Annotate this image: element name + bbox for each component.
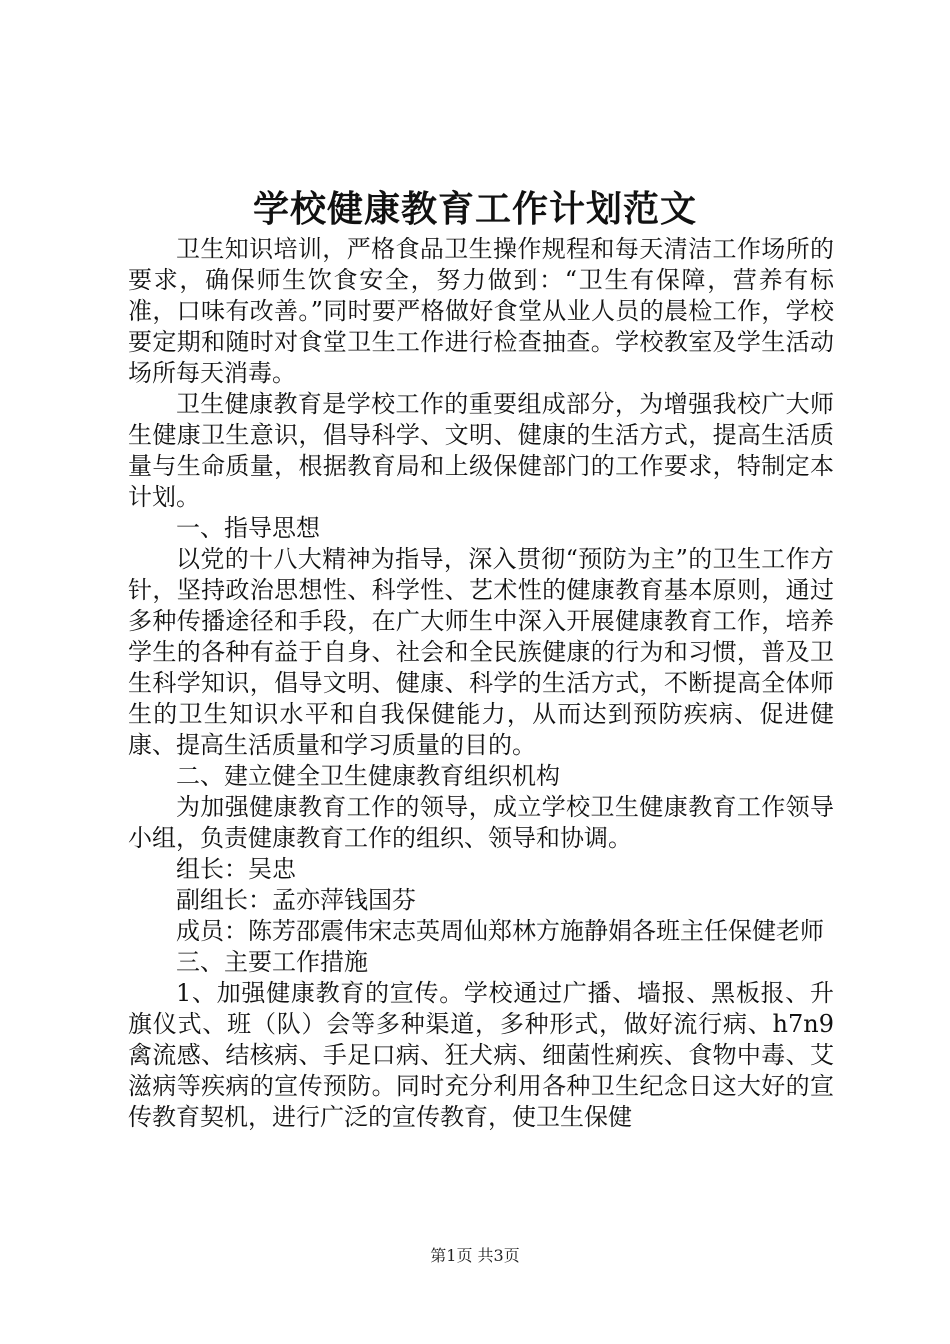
paragraph-publicity-measure: 1、加强健康教育的宣传。学校通过广播、墙报、黑板报、升旗仪式、班（队）会等多种渠道，多种形式，做好流行病、h7n9禽流感、结核病、手足口病、狂犬病、细菌性痢疾、食物中毒、艾滋病等疾病的宣传预防。同时充分利用各种卫生纪念日这大好的宣传教育契机，进行广泛的宣传教育，使卫生保健 [128, 979, 834, 1131]
section-heading-guiding-ideology: 一、指导思想 [176, 514, 320, 542]
group-members: 成员：陈芳邵震伟宋志英周仙郑林方施静娟各班主任保健老师 [176, 917, 824, 945]
paragraph-introduction: 卫生健康教育是学校工作的重要组成部分，为增强我校广大师生健康卫生意识，倡导科学、文明、健康的生活方式，提高生活质量与生命质量，根据教育局和上级保健部门的工作要求，特制定本计划。 [128, 390, 834, 511]
deputy-group-leader: 副组长：孟亦萍钱国芬 [176, 886, 416, 914]
paragraph-guiding-ideology: 以党的十八大精神为指导，深入贯彻“预防为主”的卫生工作方针，坚持政治思想性、科学性、艺术性的健康教育基本原则，通过多种传播途径和手段，在广大师生中深入开展健康教育工作，培养学生的各种有益于自身、社会和全民族健康的行为和习惯，普及卫生科学知识，倡导文明、健康、科学的生活方式，不断提高全体师生的卫生知识水平和自我保健能力，从而达到预防疾病、促进健康、提高生活质量和学习质量的目的。 [128, 545, 834, 759]
document-title: 学校健康教育工作计划范文 [252, 188, 697, 230]
page-number-footer: 第1页 共3页 [430, 1246, 520, 1265]
section-heading-organization: 二、建立健全卫生健康教育组织机构 [176, 762, 560, 790]
section-heading-main-measures: 三、主要工作措施 [176, 948, 368, 976]
document-body [128, 234, 834, 1133]
paragraph-organization: 为加强健康教育工作的领导，成立学校卫生健康教育工作领导小组，负责健康教育工作的组织、领导和协调。 [128, 793, 834, 852]
paragraph-hygiene-training: 卫生知识培训，严格食品卫生操作规程和每天清洁工作场所的要求，确保师生饮食安全，努力做到：“卫生有保障，营养有标准，口味有改善。”同时要严格做好食堂从业人员的晨检工作，学校要定期和随时对食堂卫生工作进行检查抽查。学校教室及学生活动场所每天消毒。 [128, 235, 834, 387]
group-leader: 组长：吴忠 [176, 855, 296, 883]
